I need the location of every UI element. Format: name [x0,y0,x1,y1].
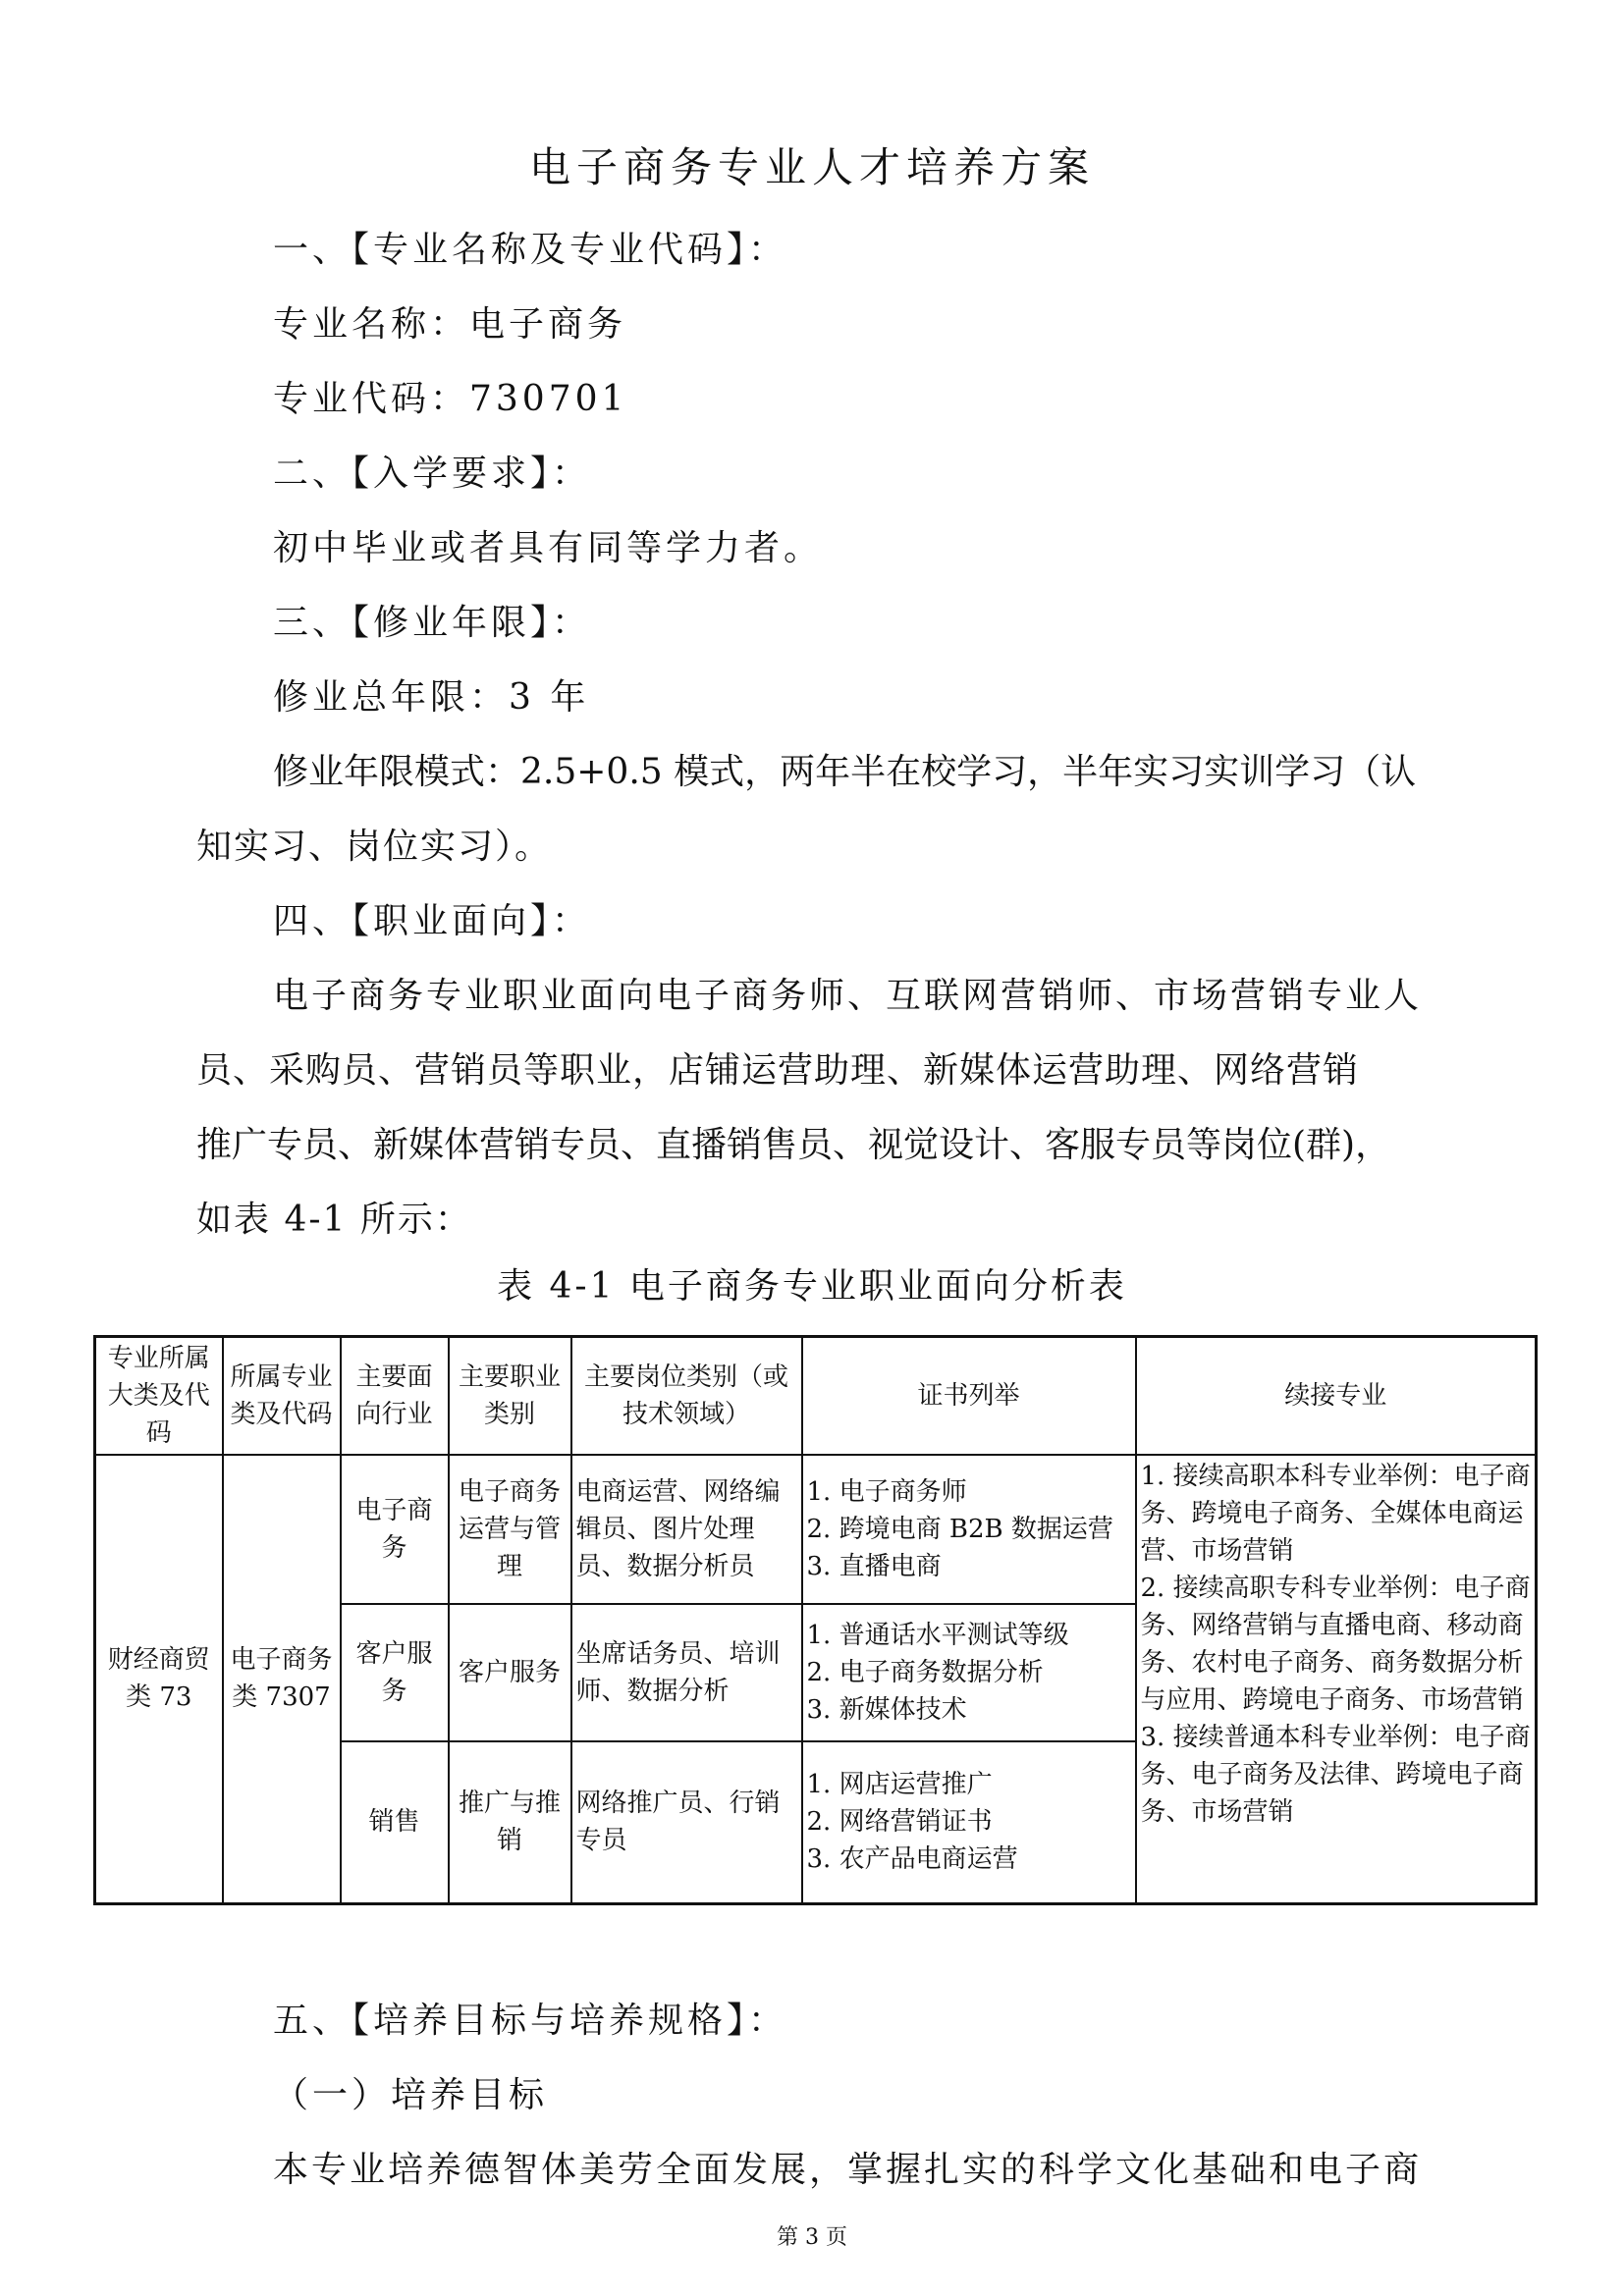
section-4-heading: 四、【职业面向】： [273,901,592,941]
certificate-item: 2. 电子商务数据分析 [806,1658,1044,1687]
positions-cell: 坐席话务员、培训师、数据分析 [571,1604,802,1741]
certificate-item: 3. 农产品电商运营 [806,1844,1018,1875]
section-2-heading: 二、【入学要求】： [273,454,592,494]
total-years: 修业总年限：3 年 [273,677,590,718]
header-major-category: 专业所属大类及代码 [95,1337,223,1456]
goal-para-line-1: 本专业培养德智体美劳全面发展，掌握扎实的科学文化基础和电子商 [273,2150,1423,2190]
table-header-row [95,1337,1537,1456]
major-code: 专业代码：730701 [273,379,628,419]
header-certificates: 证书列举 [802,1337,1136,1456]
page-number: 第 3 页 [777,2225,847,2250]
career-analysis-table [93,1335,1538,1905]
positions-cell: 网络推广员、行销专员 [571,1741,802,1903]
certificate-item: 1. 网店运营推广 [806,1770,993,1800]
career-para-line-2: 员、采购员、营销员等职业，店铺运营助理、新媒体运营助理、网络营销 [196,1050,1360,1091]
certificates-cell [802,1741,1136,1903]
industry-cell: 客户服务 [341,1604,449,1741]
industry-cell: 销售 [341,1741,449,1903]
header-major-class: 所属专业类及代码 [223,1337,341,1456]
certificates-cell [802,1455,1136,1604]
certificates-cell [802,1604,1136,1741]
major-name: 专业名称：电子商务 [273,304,627,345]
certificate-item: 3. 新媒体技术 [806,1695,967,1725]
admission-text: 初中毕业或者具有同等学力者。 [273,528,824,568]
certificate-item: 1. 普通话水平测试等级 [806,1621,1069,1650]
header-occupation: 主要职业类别 [449,1337,571,1456]
occupation-cell: 客户服务 [449,1604,571,1741]
continuation-item: 1. 接续高职本科专业举例：电子商务、跨境电子商务、全媒体电商运营、市场营销 [1140,1462,1531,1566]
continuation-item: 2. 接续高职专科专业举例：电子商务、网络营销与直播电商、移动商务、农村电子商务、商务数据分析与应用、跨境电子商务、市场营销 [1140,1574,1531,1715]
major-class-cell: 电子商务类 7307 [223,1455,341,1903]
table-caption: 表 4-1 电子商务专业职业面向分析表 [497,1266,1127,1307]
certificate-item: 3. 直播电商 [806,1552,942,1581]
certificate-item: 2. 跨境电商 B2B 数据运营 [806,1515,1113,1544]
section-5-heading: 五、【培养目标与培养规格】： [273,2001,788,2041]
section-1-heading: 一、【专业名称及专业代码】： [273,230,788,270]
study-mode-line-1: 修业年限模式：2.5+0.5 模式，两年半在校学习，半年实习实训学习（认 [273,752,1417,792]
occupation-cell: 电子商务运营与管理 [449,1455,571,1604]
header-industry: 主要面向行业 [341,1337,449,1456]
table-row [95,1455,1537,1604]
certificate-item: 1. 电子商务师 [806,1477,967,1507]
industry-cell: 电子商务 [341,1455,449,1604]
positions-cell: 电商运营、网络编辑员、图片处理员、数据分析员 [571,1455,802,1604]
occupation-cell: 推广与推销 [449,1741,571,1903]
certificate-item: 2. 网络营销证书 [806,1807,993,1838]
career-para-line-4: 如表 4-1 所示： [196,1200,472,1240]
career-para-line-3: 推广专员、新媒体营销专员、直播销售员、视觉设计、客服专员等岗位(群)， [196,1125,1391,1165]
continuation-cell [1136,1455,1537,1903]
study-mode-line-2: 知实习、岗位实习）。 [196,827,553,867]
header-positions: 主要岗位类别（或技术领域） [571,1337,802,1456]
subsection-goal: （一）培养目标 [273,2075,549,2115]
section-3-heading: 三、【修业年限】： [273,603,592,643]
major-category-cell: 财经商贸类 73 [95,1455,223,1903]
page-title: 电子商务专业人才培养方案 [528,143,1095,191]
career-para-line-1: 电子商务专业职业面向电子商务师、互联网营销师、市场营销专业人 [273,976,1423,1016]
header-continuation: 续接专业 [1136,1337,1537,1456]
continuation-item: 3. 接续普通本科专业举例：电子商务、电子商务及法律、跨境电子商务、市场营销 [1140,1723,1531,1827]
